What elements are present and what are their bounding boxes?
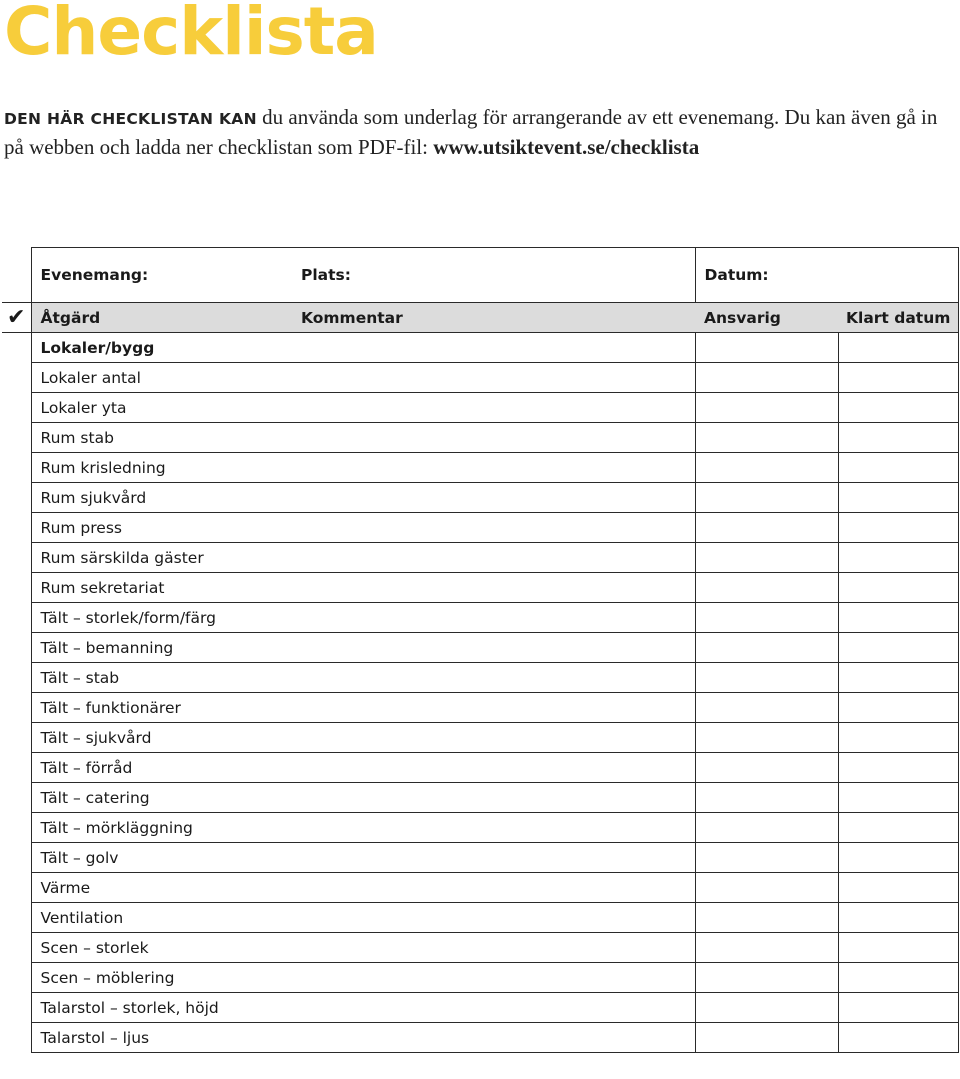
responsible-cell[interactable]	[695, 453, 838, 483]
check-cell[interactable]	[2, 603, 31, 633]
action-label: Rum krisledning	[31, 453, 292, 483]
action-label: Tält – golv	[31, 843, 292, 873]
table-header-row	[2, 303, 958, 333]
col-header-action: Åtgärd	[31, 303, 292, 333]
comment-cell[interactable]	[292, 843, 695, 873]
action-label: Rum press	[31, 513, 292, 543]
comment-cell[interactable]	[292, 333, 695, 363]
done-date-cell[interactable]	[838, 753, 958, 783]
table-row	[2, 843, 958, 873]
responsible-cell[interactable]	[695, 393, 838, 423]
action-label: Tält – sjukvård	[31, 723, 292, 753]
comment-cell[interactable]	[292, 363, 695, 393]
table-row	[2, 693, 958, 723]
action-label: Tält – catering	[31, 783, 292, 813]
done-date-cell[interactable]	[838, 693, 958, 723]
table-row	[2, 453, 958, 483]
check-cell[interactable]	[2, 693, 31, 723]
table-row	[2, 543, 958, 573]
check-cell[interactable]	[2, 1023, 31, 1053]
responsible-cell[interactable]	[695, 633, 838, 663]
comment-cell[interactable]	[292, 873, 695, 903]
responsible-cell[interactable]	[695, 423, 838, 453]
done-date-cell[interactable]	[838, 453, 958, 483]
check-cell[interactable]	[2, 573, 31, 603]
table-row	[2, 993, 958, 1023]
table-row	[2, 903, 958, 933]
table-row	[2, 483, 958, 513]
check-cell[interactable]	[2, 483, 31, 513]
comment-cell[interactable]	[292, 753, 695, 783]
section-row	[2, 333, 958, 363]
done-date-cell[interactable]	[838, 813, 958, 843]
responsible-cell[interactable]	[695, 723, 838, 753]
done-date-cell[interactable]	[838, 963, 958, 993]
comment-cell[interactable]	[292, 963, 695, 993]
done-date-cell[interactable]	[838, 993, 958, 1023]
table-row	[2, 813, 958, 843]
action-label: Lokaler/bygg	[31, 333, 292, 363]
table-row	[2, 963, 958, 993]
action-label: Rum sjukvård	[31, 483, 292, 513]
comment-cell[interactable]	[292, 543, 695, 573]
check-cell[interactable]	[2, 873, 31, 903]
check-cell[interactable]	[2, 903, 31, 933]
comment-cell[interactable]	[292, 603, 695, 633]
check-cell[interactable]	[2, 333, 31, 363]
meta-row	[2, 248, 958, 303]
responsible-cell[interactable]	[695, 783, 838, 813]
comment-cell[interactable]	[292, 933, 695, 963]
responsible-cell[interactable]	[695, 483, 838, 513]
done-date-cell[interactable]	[838, 663, 958, 693]
action-label: Tält – funktionärer	[31, 693, 292, 723]
checkmark-icon: ✔	[7, 304, 26, 330]
comment-cell[interactable]	[292, 633, 695, 663]
done-date-cell[interactable]	[838, 423, 958, 453]
responsible-cell[interactable]	[695, 753, 838, 783]
comment-cell[interactable]	[292, 783, 695, 813]
responsible-cell[interactable]	[695, 603, 838, 633]
check-cell[interactable]	[2, 423, 31, 453]
responsible-cell[interactable]	[695, 693, 838, 723]
comment-cell[interactable]	[292, 1023, 695, 1053]
comment-cell[interactable]	[292, 723, 695, 753]
table-row	[2, 573, 958, 603]
check-cell[interactable]	[2, 813, 31, 843]
comment-cell[interactable]	[292, 993, 695, 1023]
col-header-done-date: Klart datum	[838, 303, 958, 333]
responsible-cell[interactable]	[695, 1023, 838, 1053]
responsible-cell[interactable]	[695, 903, 838, 933]
comment-cell[interactable]	[292, 423, 695, 453]
done-date-cell[interactable]	[838, 363, 958, 393]
done-date-cell[interactable]	[838, 933, 958, 963]
check-cell[interactable]	[2, 933, 31, 963]
done-date-cell[interactable]	[838, 333, 958, 363]
page-title: Checklista	[4, 0, 378, 70]
done-date-cell[interactable]	[838, 723, 958, 753]
check-cell[interactable]	[2, 993, 31, 1023]
table-row	[2, 423, 958, 453]
responsible-cell[interactable]	[695, 363, 838, 393]
responsible-cell[interactable]	[695, 573, 838, 603]
table-row	[2, 663, 958, 693]
table-row	[2, 393, 958, 423]
check-cell[interactable]	[2, 363, 31, 393]
table-row	[2, 783, 958, 813]
done-date-cell[interactable]	[838, 633, 958, 663]
col-header-responsible: Ansvarig	[695, 303, 838, 333]
check-cell[interactable]	[2, 453, 31, 483]
action-label: Lokaler yta	[31, 393, 292, 423]
date-label: Datum:	[695, 248, 958, 303]
table-row	[2, 753, 958, 783]
responsible-cell[interactable]	[695, 543, 838, 573]
responsible-cell[interactable]	[695, 933, 838, 963]
done-date-cell[interactable]	[838, 903, 958, 933]
table-row	[2, 633, 958, 663]
action-label: Tält – mörkläggning	[31, 813, 292, 843]
comment-cell[interactable]	[292, 513, 695, 543]
check-cell[interactable]	[2, 513, 31, 543]
intro-lead: DEN HÄR CHECKLISTAN KAN	[4, 110, 257, 128]
place-label: Plats:	[292, 248, 695, 303]
table-row	[2, 933, 958, 963]
responsible-cell[interactable]	[695, 333, 838, 363]
action-label: Tält – bemanning	[31, 633, 292, 663]
done-date-cell[interactable]	[838, 843, 958, 873]
action-label: Tält – stab	[31, 663, 292, 693]
responsible-cell[interactable]	[695, 993, 838, 1023]
done-date-cell[interactable]	[838, 573, 958, 603]
action-label: Rum sekretariat	[31, 573, 292, 603]
comment-cell[interactable]	[292, 663, 695, 693]
action-label: Rum stab	[31, 423, 292, 453]
comment-cell[interactable]	[292, 813, 695, 843]
done-date-cell[interactable]	[838, 1023, 958, 1053]
checklist-table	[2, 247, 959, 1053]
action-label: Talarstol – storlek, höjd	[31, 993, 292, 1023]
check-cell[interactable]	[2, 543, 31, 573]
intro-text	[4, 103, 960, 161]
comment-cell[interactable]	[292, 573, 695, 603]
done-date-cell[interactable]	[838, 483, 958, 513]
responsible-cell[interactable]	[695, 963, 838, 993]
col-header-comment: Kommentar	[292, 303, 695, 333]
event-label: Evenemang:	[31, 248, 292, 303]
check-cell[interactable]	[2, 723, 31, 753]
action-label: Scen – storlek	[31, 933, 292, 963]
responsible-cell[interactable]	[695, 813, 838, 843]
done-date-cell[interactable]	[838, 603, 958, 633]
checklist-url-link[interactable]: www.utsiktevent.se/checklista	[433, 135, 700, 159]
intro-body: du använda som underlag för arrangerande av ett evenemang. Du kan även gå in på webben och ladda ner checklistan som PDF-fil:	[4, 105, 938, 159]
action-label: Talarstol – ljus	[31, 1023, 292, 1053]
table-row	[2, 513, 958, 543]
done-date-cell[interactable]	[838, 783, 958, 813]
comment-cell[interactable]	[292, 393, 695, 423]
comment-cell[interactable]	[292, 453, 695, 483]
check-cell[interactable]	[2, 783, 31, 813]
table-row	[2, 1023, 958, 1053]
responsible-cell[interactable]	[695, 663, 838, 693]
action-label: Rum särskilda gäster	[31, 543, 292, 573]
responsible-cell[interactable]	[695, 843, 838, 873]
check-cell[interactable]	[2, 963, 31, 993]
check-cell[interactable]	[2, 393, 31, 423]
action-label: Scen – möblering	[31, 963, 292, 993]
responsible-cell[interactable]	[695, 873, 838, 903]
table-row	[2, 603, 958, 633]
action-label: Tält – storlek/form/färg	[31, 603, 292, 633]
check-cell[interactable]	[2, 633, 31, 663]
done-date-cell[interactable]	[838, 513, 958, 543]
action-label: Tält – förråd	[31, 753, 292, 783]
action-label: Ventilation	[31, 903, 292, 933]
action-label: Lokaler antal	[31, 363, 292, 393]
check-cell[interactable]	[2, 753, 31, 783]
done-date-cell[interactable]	[838, 393, 958, 423]
check-cell[interactable]	[2, 663, 31, 693]
table-row	[2, 363, 958, 393]
check-cell[interactable]	[2, 843, 31, 873]
comment-cell[interactable]	[292, 483, 695, 513]
comment-cell[interactable]	[292, 903, 695, 933]
table-row	[2, 723, 958, 753]
responsible-cell[interactable]	[695, 513, 838, 543]
done-date-cell[interactable]	[838, 873, 958, 903]
table-row	[2, 873, 958, 903]
done-date-cell[interactable]	[838, 543, 958, 573]
comment-cell[interactable]	[292, 693, 695, 723]
action-label: Värme	[31, 873, 292, 903]
